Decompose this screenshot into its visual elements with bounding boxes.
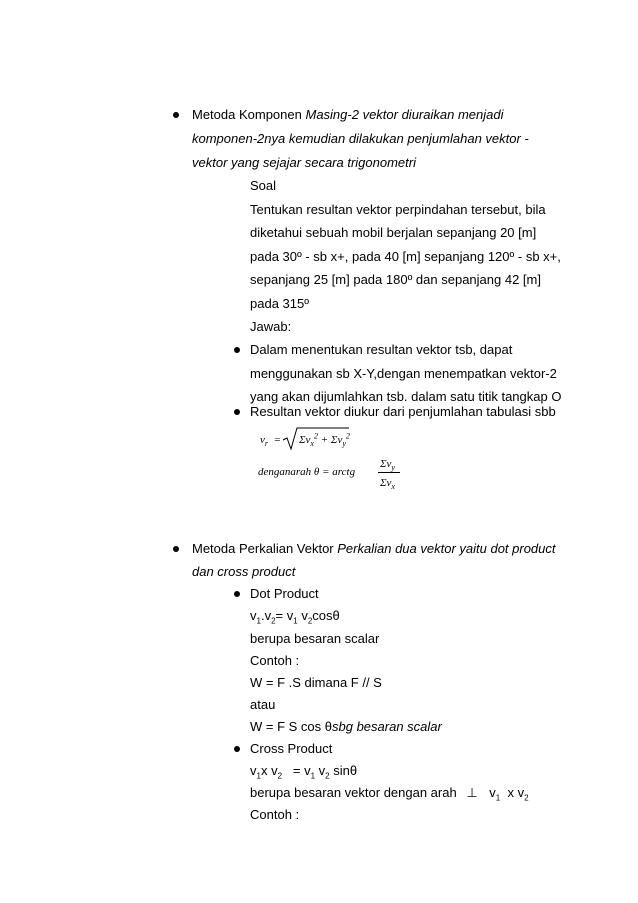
section1-desc-line3: vektor yang sejajar secara trigonometri bbox=[192, 155, 416, 170]
sum-y: Σv bbox=[330, 434, 343, 446]
bullet-dot bbox=[234, 746, 240, 752]
dengan-text: denganarah bbox=[258, 466, 312, 478]
soal-line: Tentukan resultan vektor perpindahan tersebut, bila bbox=[250, 202, 546, 217]
theta-symbol: θ bbox=[313, 466, 320, 478]
section1-line1 bbox=[192, 107, 503, 123]
dot-atau: atau bbox=[250, 697, 276, 712]
section2-line1 bbox=[192, 541, 556, 557]
jawab-label: Jawab: bbox=[250, 319, 292, 334]
plus-sign: + bbox=[320, 434, 329, 446]
jawab-bullet1-line: yang akan dijumlahkan tsb. dalam satu titik tangkap O bbox=[250, 389, 562, 404]
vr-symbol: v bbox=[260, 434, 265, 446]
fraction-denominator: $\Sigma v_x$ bbox=[380, 477, 395, 492]
sq-y: 2 bbox=[345, 431, 350, 441]
formula-resultant bbox=[260, 432, 281, 448]
jawab-bullet2: Resultan vektor diukur dari penjumlahan tabulasi sbb bbox=[250, 404, 556, 419]
section1-title: Metoda Komponen bbox=[192, 107, 302, 122]
vr-sub: r bbox=[264, 439, 269, 449]
soal-line: pada 315º bbox=[250, 296, 309, 311]
cross-title: Cross Product bbox=[250, 741, 333, 756]
formula-direction: denganarah θ = arctg bbox=[258, 466, 356, 478]
cross-contoh: Contoh : bbox=[250, 807, 300, 822]
arctg-text: arctg bbox=[332, 466, 356, 478]
fraction-bar bbox=[378, 472, 400, 473]
bullet-dot bbox=[173, 112, 179, 118]
dot-desc: berupa besaran scalar bbox=[250, 631, 380, 646]
cross-desc: berupa besaran vektor dengan arah ⊥ $v_1$ x $v_2$ bbox=[250, 785, 529, 803]
jawab-bullet1-line: menggunakan sb X-Y,dengan menempatkan vektor-2 bbox=[250, 366, 557, 381]
soal-line: diketahui sebuah mobil berjalan sepanjang 20 [m] bbox=[250, 225, 537, 240]
fraction-numerator: $\Sigma v_y$ bbox=[380, 458, 395, 473]
section2-desc: Perkalian dua vektor yaitu dot product bbox=[337, 541, 556, 556]
bullet-dot bbox=[234, 409, 240, 415]
perpendicular-icon: ⊥ bbox=[466, 785, 478, 800]
bullet-dot bbox=[173, 546, 179, 552]
equals-sign: = bbox=[273, 434, 281, 446]
soal-line: sepanjang 25 [m] pada 180º dan sepanjang 42 [m] bbox=[250, 272, 541, 287]
bullet-dot bbox=[234, 591, 240, 597]
soal-line: pada 30º - sb x+, pada 40 [m] sepanjang 120º - sb x+, bbox=[250, 249, 561, 264]
section1-desc-line2: komponen-2nya kemudian dilakukan penjumlahan vektor - bbox=[192, 131, 529, 146]
dot-title: Dot Product bbox=[250, 586, 319, 601]
section2-desc-line2: dan cross product bbox=[192, 564, 296, 579]
dot-formula: $v_1.v_2= v_1$ $v_2\cos\theta$ bbox=[250, 608, 340, 626]
dot-contoh: Contoh : bbox=[250, 653, 300, 668]
section2-title: Metoda Perkalian Vektor bbox=[192, 541, 334, 556]
bullet-dot bbox=[234, 347, 240, 353]
sum-x: Σv bbox=[299, 434, 311, 446]
formula-sum bbox=[299, 432, 350, 448]
sub-x: x bbox=[310, 439, 314, 449]
sub-y: y bbox=[342, 439, 346, 449]
dot-example-eq1: W = F .S dimana F // S bbox=[250, 675, 382, 690]
jawab-bullet1-line: Dalam menentukan resultan vektor tsb, dapat bbox=[250, 342, 513, 357]
section1-desc: Masing-2 vektor diuraikan menjadi bbox=[305, 107, 504, 122]
dot-example-eq2: W = F S cos θsbg besaran scalar bbox=[250, 719, 442, 734]
sq-x: 2 bbox=[313, 431, 318, 441]
cross-formula: $v_1x$ $v_2 = v_1$ $v_2$ sinθ bbox=[250, 763, 358, 781]
soal-label: Soal bbox=[250, 178, 277, 193]
